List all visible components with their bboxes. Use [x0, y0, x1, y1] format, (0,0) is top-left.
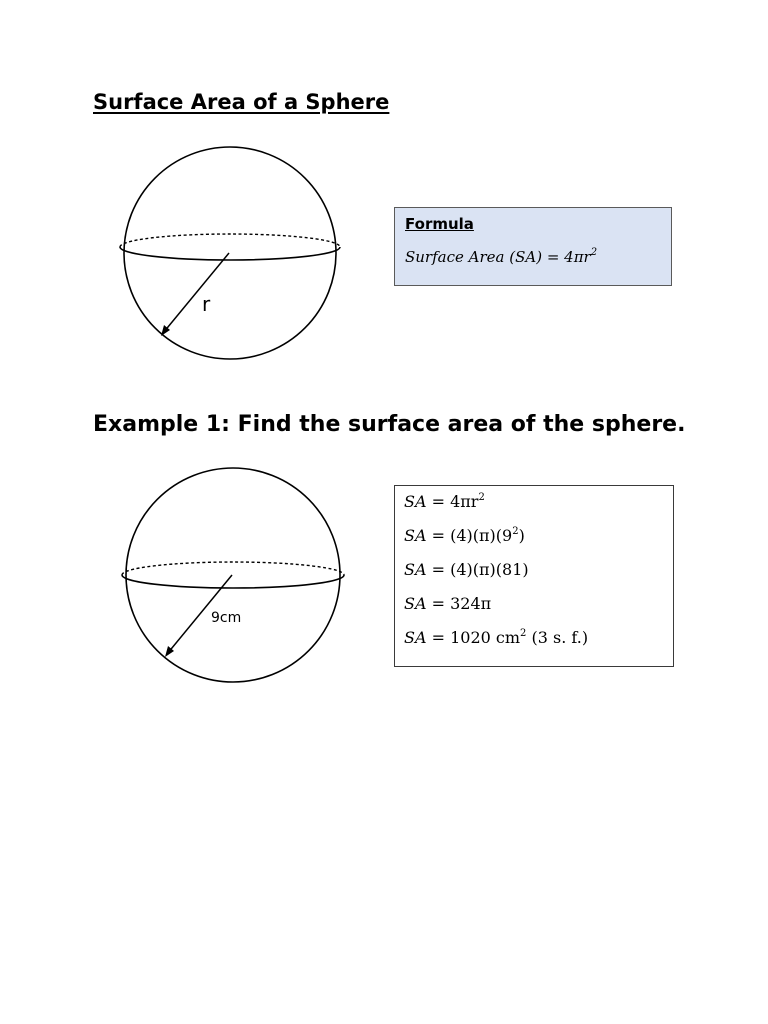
working-line [404, 560, 529, 579]
equator-back-dashed [122, 562, 344, 575]
working-line [404, 628, 588, 647]
working-lhs: SA [404, 560, 427, 579]
formula-title: Formula [405, 215, 474, 233]
sphere-diagram [112, 145, 348, 361]
page-title: Surface Area of a Sphere [93, 90, 390, 114]
working-rhs: = 324π [431, 594, 492, 613]
working-line [404, 594, 491, 613]
sphere-outline [126, 468, 340, 682]
working-exponent: 2 [512, 526, 519, 537]
working-box [394, 485, 674, 667]
equator-front [120, 247, 340, 260]
example-heading: Example 1: Find the surface area of the sphere. [93, 412, 686, 437]
working-exponent: 2 [520, 628, 527, 639]
formula-box [394, 207, 672, 286]
radius-label: r [202, 292, 211, 316]
working-rhs: = 4πr [431, 492, 479, 511]
equator-front [122, 575, 344, 588]
equator-back-dashed [120, 234, 340, 247]
working-rhs: = 1020 cm [431, 628, 521, 647]
formula-expression: Surface Area (SA) = 4πr [405, 248, 591, 266]
radius-label: 9cm [211, 610, 242, 626]
working-lhs: SA [404, 628, 427, 647]
working-lhs: SA [404, 526, 427, 545]
working-tail: ) [518, 526, 525, 545]
sphere-outline [124, 147, 336, 359]
working-exponent: 2 [478, 492, 485, 503]
working-tail: (3 s. f.) [526, 628, 589, 647]
example-sphere-diagram [115, 466, 351, 684]
working-line [404, 526, 525, 545]
working-rhs: = (4)(π)(9 [431, 526, 513, 545]
formula-exponent: 2 [590, 247, 598, 258]
working-lhs: SA [404, 492, 427, 511]
radius-arrow [163, 253, 229, 333]
working-line [404, 492, 485, 511]
working-rhs: = (4)(π)(81) [431, 560, 529, 579]
formula-text [405, 248, 597, 266]
working-lhs: SA [404, 594, 427, 613]
